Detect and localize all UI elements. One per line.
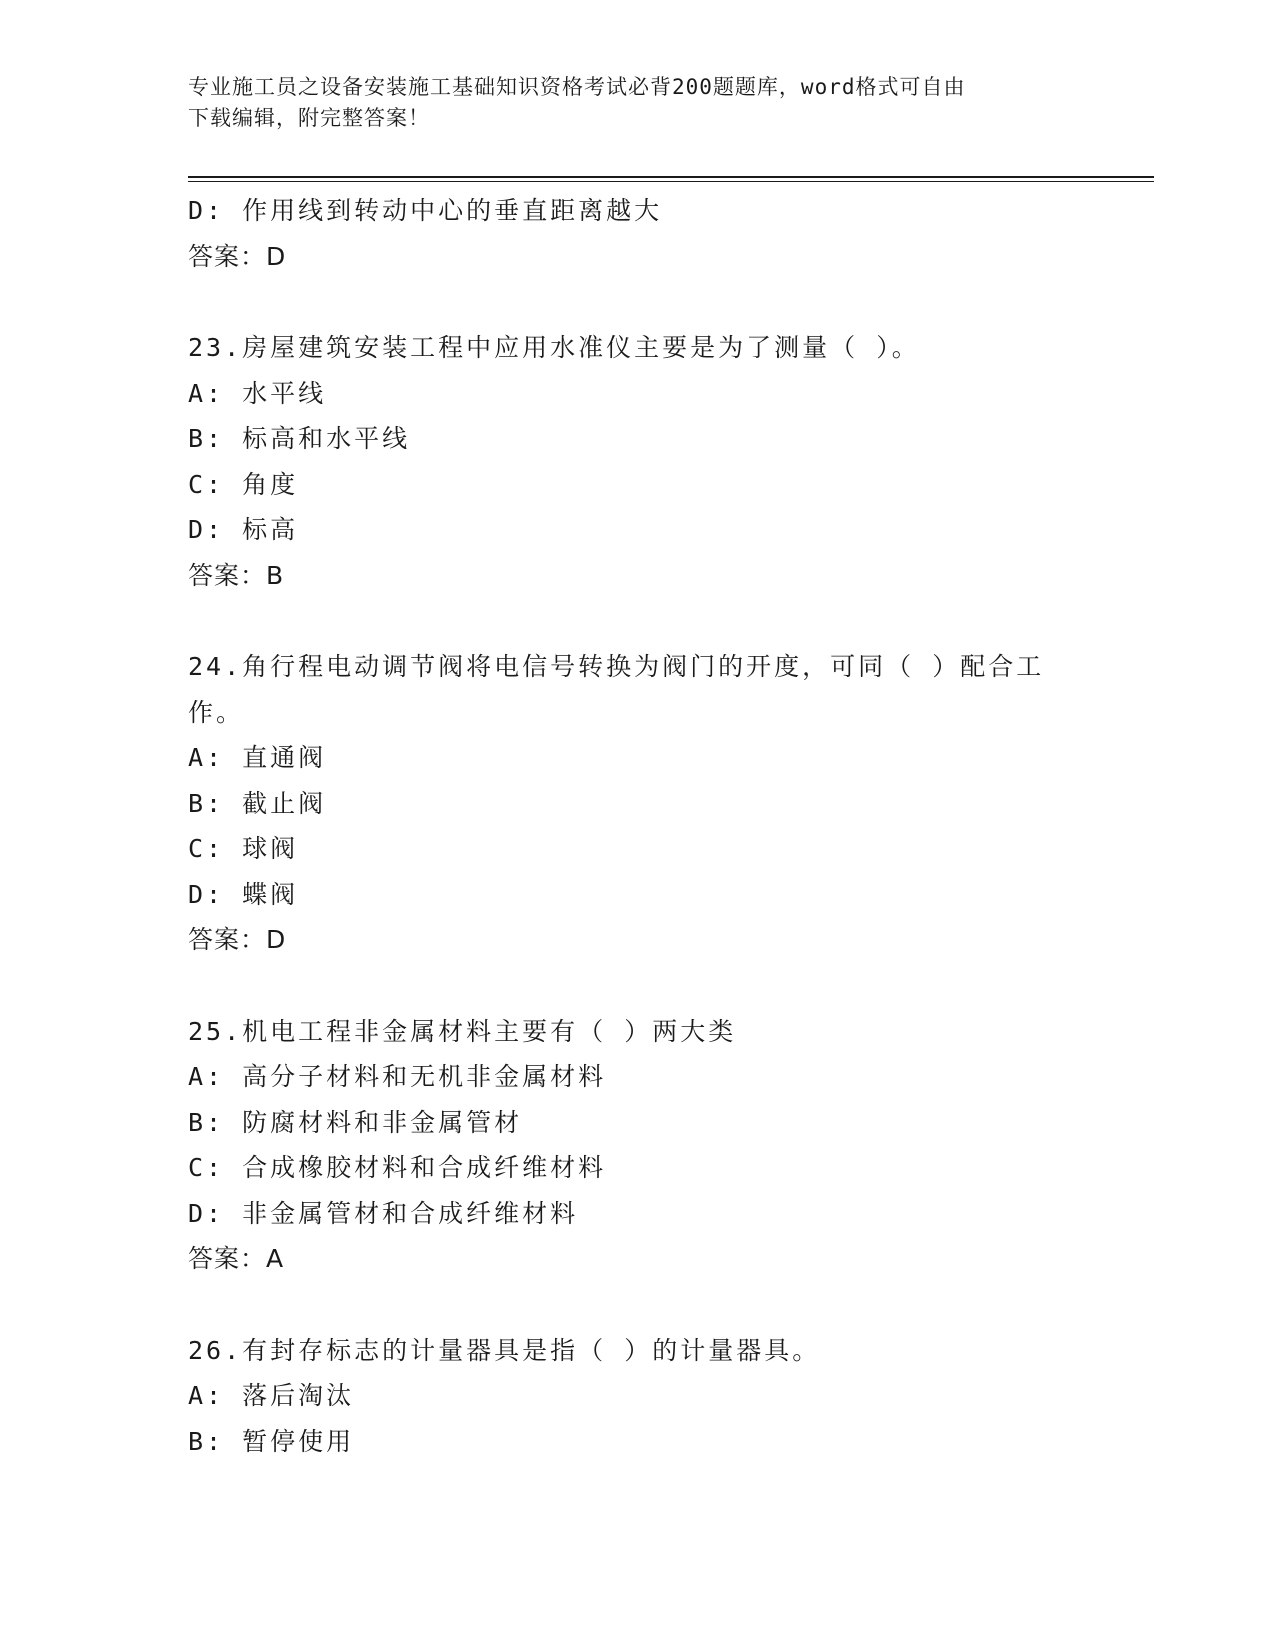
header-title-line-1: 专业施工员之设备安装施工基础知识资格考试必背200题题库，word格式可自由 xyxy=(188,75,966,99)
question-text-line-2: 作。 xyxy=(188,697,245,727)
question-text: 25.机电工程非金属材料主要有（ ）两大类 xyxy=(188,1016,737,1046)
header-rule-thick xyxy=(188,176,1154,178)
previous-question-tail xyxy=(188,188,1068,279)
option-d: D: 作用线到转动中心的垂直距离越大 xyxy=(188,196,663,225)
question-text-line-1: 24.角行程电动调节阀将电信号转换为阀门的开度，可同（ ）配合工 xyxy=(188,652,1045,681)
question-gap xyxy=(188,1282,1068,1328)
answer-line: 答案：A xyxy=(188,1244,285,1273)
header-rule-thin xyxy=(188,181,1154,182)
option-d: D: 标高 xyxy=(188,515,299,544)
document-header xyxy=(188,72,1068,134)
option-a: A: 落后淘汰 xyxy=(188,1381,355,1410)
question-26 xyxy=(188,1328,1068,1465)
question-25 xyxy=(188,1009,1068,1282)
option-b: B: 防腐材料和非金属管材 xyxy=(188,1107,523,1137)
question-text: 26.有封存标志的计量器具是指（ ）的计量器具。 xyxy=(188,1335,821,1365)
question-gap xyxy=(188,963,1068,1009)
answer-line: 答案：B xyxy=(188,560,285,590)
question-gap xyxy=(188,279,1068,325)
answer-line: 答案：D xyxy=(188,925,287,954)
option-b: B: 截止阀 xyxy=(188,788,327,818)
option-b: B: 标高和水平线 xyxy=(188,424,411,453)
option-a: A: 高分子材料和无机非金属材料 xyxy=(188,1062,607,1091)
answer-line: 答案：D xyxy=(188,241,287,271)
option-a: A: 水平线 xyxy=(188,378,327,408)
question-text: 23.房屋建筑安装工程中应用水准仪主要是为了测量（ ）。 xyxy=(188,333,920,362)
option-a: A: 直通阀 xyxy=(188,743,327,772)
option-c: C: 合成橡胶材料和合成纤维材料 xyxy=(188,1153,607,1182)
option-c: C: 角度 xyxy=(188,469,299,499)
option-d: D: 非金属管材和合成纤维材料 xyxy=(188,1198,579,1228)
question-23 xyxy=(188,325,1068,598)
option-c: C: 球阀 xyxy=(188,834,299,863)
option-b: B: 暂停使用 xyxy=(188,1426,355,1456)
header-title-line-2: 下载编辑，附完整答案！ xyxy=(188,106,430,130)
question-24 xyxy=(188,644,1068,963)
question-list xyxy=(188,188,1068,1464)
option-d: D: 蝶阀 xyxy=(188,879,299,909)
question-gap xyxy=(188,598,1068,644)
